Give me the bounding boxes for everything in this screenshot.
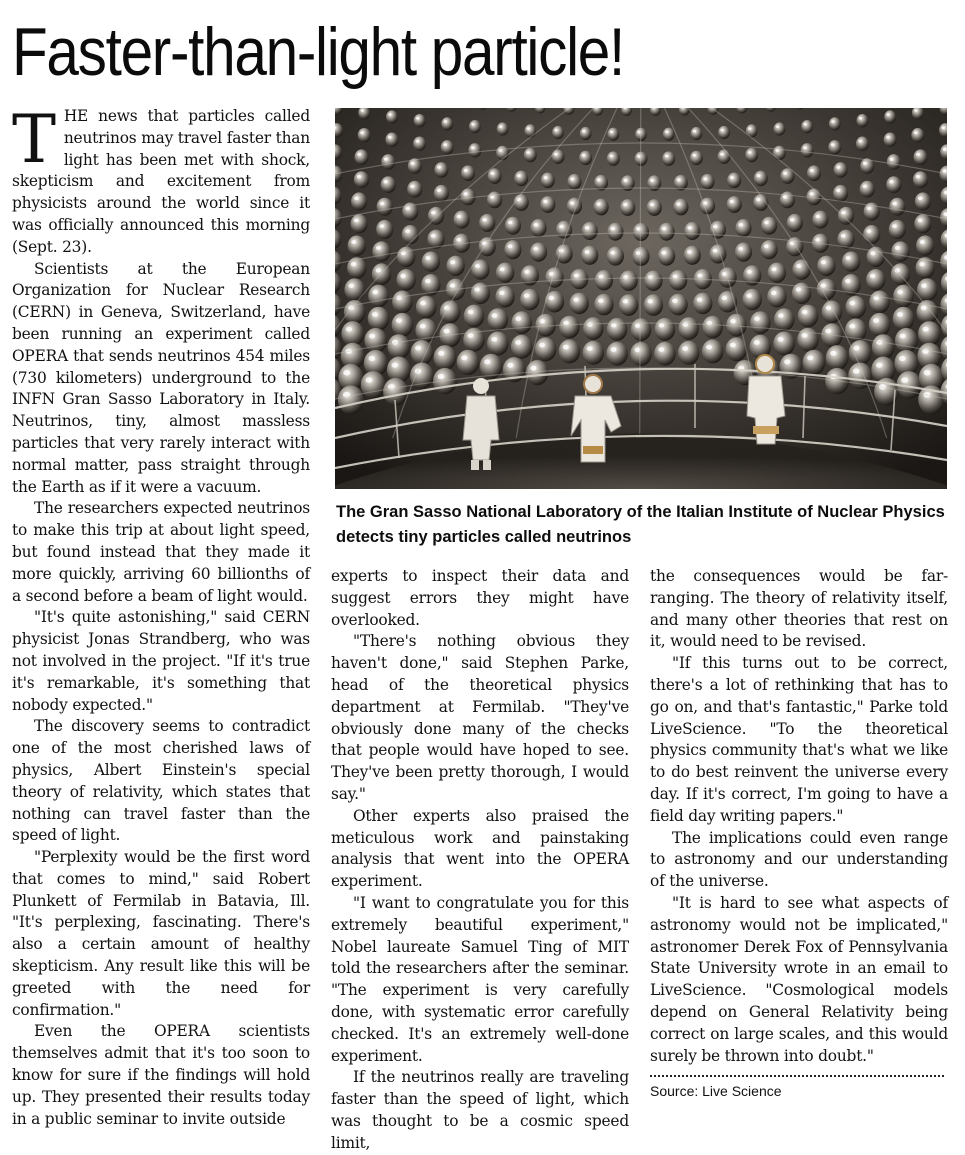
- article-paragraph-4: "It's quite astonishing," said CERN physicist Jonas Strandberg, who was not involved in the project. "If it's true it's remarkable, it's something that nobody expected.": [12, 608, 310, 714]
- pmt-sensor: [441, 117, 453, 130]
- pmt-sensor: [701, 174, 715, 190]
- pmt-sensor: [520, 289, 539, 311]
- pmt-sensor: [913, 171, 928, 188]
- pmt-sensor: [690, 151, 703, 165]
- pmt-sensor: [392, 291, 413, 314]
- pmt-sensor: [631, 318, 652, 341]
- pmt-sensor: [368, 285, 389, 308]
- pmt-sensor: [607, 128, 619, 141]
- pmt-sensor: [662, 151, 675, 165]
- article-paragraph-2: Scientists at the European Organization for Nuclear Research (CERN) in Geneva, Switzerland, have been running an experiment called OPERA that sends neutrinos 454 miles (730 kilometers) underground to the INFN Gran Sasso Laboratory in Italy. Neutrinos, tiny, almost massless particles that very rarely interact with normal matter, pass straight through the Earth as if it were a vacuum.: [12, 259, 310, 496]
- pmt-sensor: [511, 335, 533, 359]
- pmt-sensor: [594, 199, 609, 216]
- pmt-sensor: [866, 269, 885, 291]
- pmt-sensor: [860, 181, 875, 198]
- pmt-sensor: [817, 256, 835, 276]
- pmt-sensor: [392, 313, 414, 337]
- dropcap-letter: T: [12, 101, 56, 178]
- pmt-sensor: [583, 317, 604, 340]
- pmt-sensor: [504, 240, 521, 259]
- pmt-sensor: [754, 171, 768, 187]
- pmt-sensor: [773, 332, 795, 356]
- pmt-sensor: [434, 185, 449, 202]
- pmt-sensor: [540, 196, 555, 213]
- pmt-sensor: [774, 122, 786, 135]
- pmt-sensor: [495, 286, 514, 308]
- pmt-sensor: [633, 223, 649, 241]
- pmt-sensor: [464, 305, 485, 328]
- pmt-sensor: [358, 128, 371, 142]
- pmt-sensor: [801, 143, 814, 157]
- article-column-1: [12, 101, 310, 1130]
- pmt-sensor: [620, 199, 635, 216]
- pmt-sensor: [735, 243, 752, 262]
- article-paragraph-14: "It is hard to see what aspects of astronomy would not be implicated," astronomer Derek Fox of Pennsylvania State University wrote in an email to LiveScience. "Cosmological models depend on General Relativity being correct on large scales, and this would surely be thrown into doubt.": [650, 893, 948, 1065]
- pmt-sensor: [594, 294, 613, 316]
- pmt-sensor: [895, 328, 918, 353]
- headline: Faster-than-light particle!: [12, 14, 624, 90]
- pmt-sensor: [632, 247, 649, 266]
- article-paragraph-6: "Perplexity would be the first word that comes to mind," said Robert Plunkett of Fermilab in Batavia, Ill. "It's perplexing, fascinating. There's also a certain amount of healthy skepticism. Any result like this will be greeted with the need for confirmation.": [12, 848, 310, 1019]
- pmt-sensor: [434, 162, 448, 178]
- pmt-sensor: [644, 294, 663, 316]
- article-column-2: [331, 566, 629, 1155]
- pmt-sensor: [397, 269, 416, 291]
- pmt-sensor: [413, 137, 426, 151]
- pmt-sensor: [891, 241, 909, 261]
- pmt-sensor: [386, 110, 398, 123]
- pmt-sensor: [801, 120, 813, 133]
- pmt-sensor: [595, 270, 613, 290]
- pmt-sensor: [348, 235, 366, 255]
- pmt-sensor: [842, 251, 860, 271]
- article-paragraph-10: "I want to congratulate you for this extremely beautiful experiment," Nobel laureate Samuel Ting of MIT told the researchers after the seminar. "The experiment is very carefully done, with systematic error carefully checked. It's an extremely well-done experiment.: [331, 893, 629, 1065]
- pmt-sensor: [826, 345, 849, 370]
- detector-photo: [335, 108, 947, 489]
- pmt-sensor: [673, 199, 688, 216]
- pmt-sensor: [583, 341, 605, 365]
- article-column-3: [650, 566, 948, 1067]
- pmt-sensor: [678, 341, 700, 365]
- pmt-sensor: [727, 196, 742, 213]
- pmt-sensor: [581, 246, 598, 265]
- pmt-sensor: [891, 263, 910, 285]
- pmt-sensor: [863, 225, 880, 244]
- pmt-sensor: [487, 332, 509, 356]
- pmt-sensor: [364, 328, 387, 353]
- pmt-sensor: [915, 192, 931, 210]
- pmt-sensor: [889, 198, 905, 216]
- article-paragraph-7-continued: experts to inspect their data and suggest errors they might have overlooked.: [331, 567, 629, 629]
- pmt-sensor: [514, 194, 529, 211]
- pmt-sensor: [856, 137, 869, 151]
- pmt-sensor: [488, 168, 502, 184]
- pmt-sensor: [647, 199, 662, 216]
- pmt-sensor: [787, 214, 803, 232]
- pmt-sensor: [889, 220, 906, 239]
- pmt-sensor: [761, 217, 777, 235]
- pmt-sensor: [496, 263, 514, 283]
- pmt-sensor: [702, 316, 723, 339]
- pmt-sensor: [606, 342, 628, 366]
- pmt-sensor: [750, 311, 771, 334]
- pmt-sensor: [684, 246, 701, 265]
- article-paragraph-3: The researchers expected neutrinos to make this trip at about light speed, but found instead that they made it more quickly, arriving 60 billionths of a second before a beam of light would.: [12, 499, 310, 605]
- pmt-sensor: [768, 263, 786, 283]
- pmt-sensor: [402, 225, 419, 244]
- detector-photo-image: [335, 108, 947, 489]
- pmt-sensor: [659, 223, 675, 241]
- pmt-sensor: [446, 256, 464, 276]
- pmt-sensor: [388, 334, 411, 359]
- pmt-sensor: [644, 271, 662, 291]
- pmt-sensor: [416, 296, 437, 319]
- pmt-sensor: [893, 285, 914, 308]
- pmt-sensor: [886, 176, 901, 193]
- pmt-sensor: [355, 149, 369, 165]
- pmt-sensor: [619, 294, 638, 316]
- pmt-sensor: [422, 251, 440, 271]
- pmt-sensor: [828, 140, 841, 154]
- pmt-sensor: [773, 146, 786, 160]
- article-paragraph-13: The implications could even range to astronomy and our understanding of the universe.: [650, 828, 948, 891]
- article-paragraph-8: "There's nothing obvious they haven't done," said Stephen Parke, head of the theoretical physics department at Fermilab. "They've obviously done many of the checks that people would have hoped to see. They've been pretty thorough, I would say.": [331, 632, 629, 803]
- pmt-sensor: [655, 318, 676, 341]
- pmt-sensor: [407, 181, 422, 198]
- source-credit: Source: Live Science: [650, 1083, 782, 1099]
- pmt-sensor: [718, 126, 730, 139]
- pmt-sensor: [461, 165, 475, 181]
- pmt-sensor: [812, 211, 828, 229]
- pmt-sensor: [743, 289, 762, 311]
- pmt-sensor: [829, 117, 841, 130]
- pmt-sensor: [767, 286, 786, 308]
- article-paragraph-5: The discovery seems to contradict one of the most cherished laws of physics, Albert Einstein's special theory of relativity, which states that nothing can travel faster than the speed of light.: [12, 717, 310, 845]
- pmt-sensor: [918, 321, 941, 346]
- pmt-sensor: [344, 278, 365, 301]
- pmt-sensor: [368, 307, 390, 331]
- pmt-sensor: [849, 340, 872, 365]
- pmt-sensor: [872, 334, 895, 359]
- pmt-sensor: [541, 173, 555, 189]
- article-paragraph-11: If the neutrinos really are traveling faster than the speed of light, which was thought to be a cosmic speed limit,: [331, 1068, 629, 1152]
- pmt-sensor: [385, 133, 398, 147]
- pmt-sensor: [372, 241, 390, 261]
- pmt-sensor: [535, 337, 557, 361]
- pmt-sensor: [559, 316, 580, 339]
- pmt-sensor: [735, 219, 751, 237]
- pmt-sensor: [914, 214, 931, 233]
- pmt-sensor: [691, 127, 703, 140]
- pmt-sensor: [607, 223, 623, 241]
- pmt-sensor: [911, 128, 924, 142]
- pmt-sensor: [607, 151, 620, 165]
- pmt-sensor: [884, 110, 896, 123]
- pmt-sensor: [838, 207, 854, 225]
- pmt-sensor: [857, 114, 869, 127]
- pmt-sensor: [568, 174, 582, 190]
- pmt-sensor: [669, 270, 687, 290]
- pmt-sensor: [530, 219, 546, 237]
- pmt-sensor: [582, 222, 598, 240]
- pmt-sensor: [803, 350, 826, 375]
- article-paragraph-11-continued: the consequences would be far-ranging. The theory of relativity itself, and many other theories that rest on it, would need to be revised.: [650, 567, 948, 651]
- pmt-sensor: [434, 345, 457, 370]
- pmt-sensor: [678, 317, 699, 340]
- pmt-sensor: [807, 165, 821, 181]
- pmt-sensor: [338, 385, 364, 414]
- pmt-sensor: [514, 171, 528, 187]
- pmt-sensor: [822, 301, 843, 324]
- pmt-sensor: [761, 240, 778, 259]
- pmt-sensor: [468, 143, 481, 157]
- pmt-sensor: [457, 350, 480, 375]
- pmt-sensor: [834, 162, 848, 178]
- article-paragraph-12: "If this turns out to be correct, there's a lot of rethinking that has to go on, and that's fantastic," Parke told LiveScience. "To the theoretical physics community that's what we like to do best reinvent the universe every day. If it's correct, I'm going to have a field day writing papers.": [650, 654, 948, 825]
- pmt-sensor: [893, 307, 915, 331]
- pmt-sensor: [774, 308, 795, 331]
- pmt-sensor: [654, 342, 676, 366]
- article-paragraph-1: [12, 101, 310, 259]
- photo-caption: The Gran Sasso National Laboratory of the Italian Institute of Nuclear Physics detects tiny particles called neutrinos: [336, 503, 945, 546]
- pmt-sensor: [792, 259, 810, 279]
- pmt-sensor: [552, 150, 565, 164]
- pmt-sensor: [914, 149, 928, 165]
- pmt-sensor: [351, 214, 368, 233]
- pmt-sensor: [524, 124, 536, 137]
- pmt-sensor: [354, 171, 369, 188]
- pmt-sensor: [496, 146, 509, 160]
- pmt-sensor: [376, 220, 393, 239]
- pmt-sensor: [693, 293, 712, 315]
- pmt-sensor: [511, 311, 532, 334]
- pmt-sensor: [441, 140, 454, 154]
- pmt-sensor: [702, 339, 724, 363]
- pmt-sensor: [884, 133, 897, 147]
- pmt-sensor: [718, 150, 731, 164]
- pmt-sensor: [559, 339, 581, 363]
- pmt-sensor: [658, 247, 675, 266]
- pmt-sensor: [552, 126, 564, 139]
- pmt-sensor: [619, 271, 637, 291]
- pmt-sensor: [488, 308, 509, 331]
- pmt-sensor: [479, 214, 495, 232]
- pmt-sensor: [579, 151, 592, 165]
- pmt-sensor: [916, 235, 934, 255]
- pmt-sensor: [524, 148, 537, 162]
- pmt-sensor: [798, 305, 819, 328]
- pmt-sensor: [607, 318, 628, 341]
- article-paragraph-9: Other experts also praised the meticulous work and painstaking analysis that went into the OPERA experiment.: [331, 806, 629, 891]
- pmt-sensor: [381, 154, 395, 170]
- pmt-sensor: [341, 321, 364, 346]
- pmt-sensor: [746, 124, 758, 137]
- pmt-sensor: [887, 154, 901, 170]
- pmt-sensor: [846, 296, 867, 319]
- pmt-sensor: [727, 173, 741, 189]
- source-divider: [650, 1075, 944, 1077]
- pmt-sensor: [454, 211, 470, 229]
- pmt-sensor: [530, 243, 547, 262]
- pmt-sensor: [570, 293, 589, 315]
- pmt-sensor: [607, 247, 624, 266]
- pmt-sensor: [668, 294, 687, 316]
- pmt-sensor: [361, 371, 386, 399]
- pmt-sensor: [351, 192, 367, 210]
- pmt-sensor: [869, 291, 890, 314]
- pmt-sensor: [414, 114, 426, 127]
- pmt-sensor: [663, 128, 675, 141]
- pmt-sensor: [630, 342, 652, 366]
- pmt-sensor: [833, 185, 848, 202]
- paragraph-text: HE news that particles called neutrinos may travel faster than light has been met with shock, skepticism and excitement from physicists around the world since it was officially announced this morning (Sept. 23).: [12, 107, 310, 256]
- pmt-sensor: [745, 148, 758, 162]
- pmt-sensor: [684, 222, 700, 240]
- pmt-sensor: [377, 198, 393, 216]
- pmt-sensor: [381, 176, 396, 193]
- pmt-sensor: [505, 217, 521, 235]
- pmt-sensor: [580, 127, 592, 140]
- article-paragraph-7: Even the OPERA scientists themselves admit that it's too soon to know for sure if the findings will hold up. They presented their results today in a public seminar to invite outside: [12, 1022, 310, 1128]
- pmt-sensor: [469, 120, 481, 133]
- pmt-sensor: [497, 122, 509, 135]
- pmt-sensor: [869, 313, 891, 337]
